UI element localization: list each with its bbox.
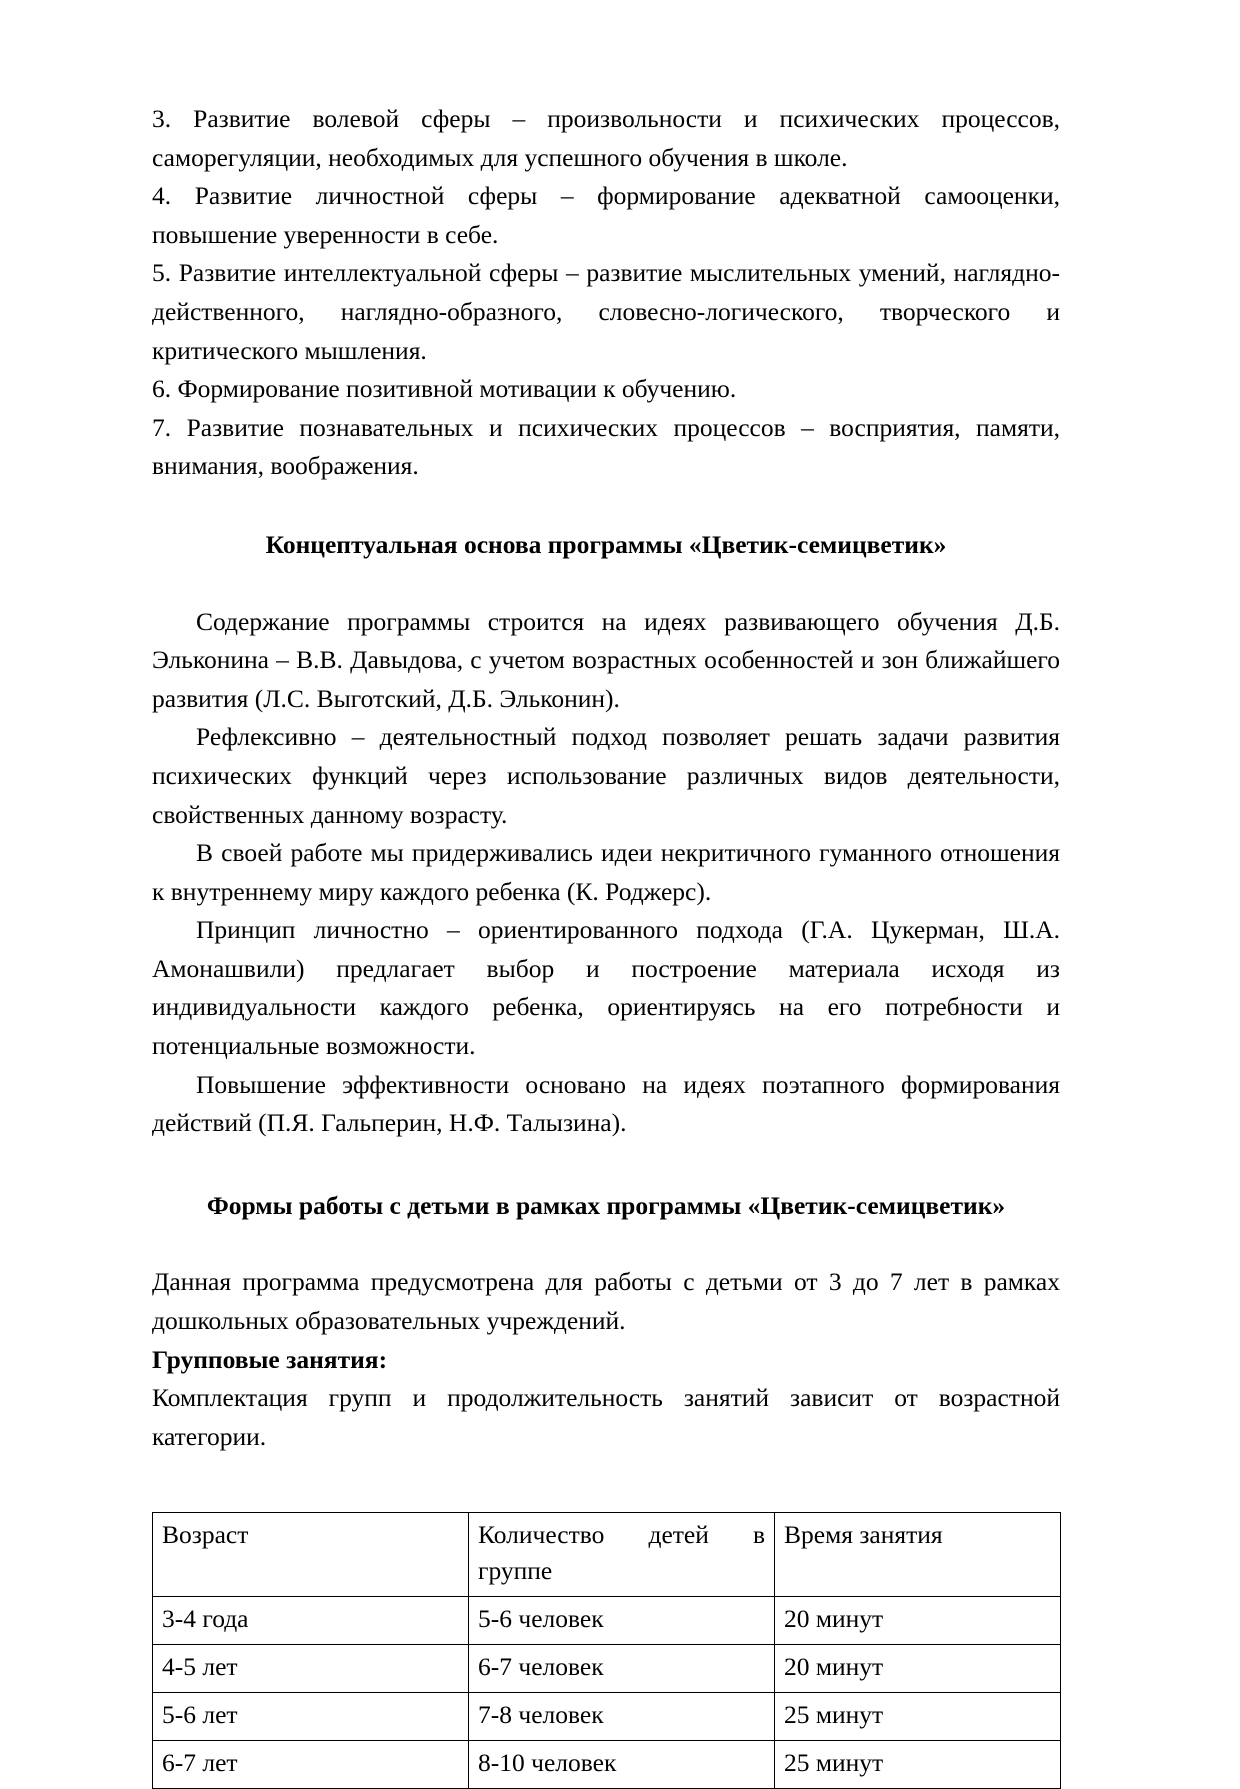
table-row <box>153 1741 1061 1789</box>
cell-time: 25 минут <box>775 1693 1061 1741</box>
cell-age: 4-5 лет <box>153 1645 469 1693</box>
cell-count: 5-6 человек <box>469 1597 775 1645</box>
objective-item-7: 7. Развитие познавательных и психических процессов – восприятия, памяти, внимания, воображения. <box>152 412 1060 481</box>
table-row <box>153 1645 1061 1693</box>
cell-age: 6-7 лет <box>153 1741 469 1789</box>
spacer-after-forms-heading <box>152 1225 1060 1263</box>
table-row <box>153 1693 1061 1741</box>
cell-count: 8-10 человек <box>469 1741 775 1789</box>
concept-paragraph-5: Повышение эффективности основано на идеях поэтапного формирования действий (П.Я. Гальперин, Н.Ф. Талызина). <box>152 1069 1060 1138</box>
cell-count: 6-7 человек <box>469 1645 775 1693</box>
table-head <box>153 1513 1061 1597</box>
table-header-lesson-time: Время занятия <box>775 1513 1061 1597</box>
spacer-before-forms-heading <box>152 1143 1060 1187</box>
cell-time: 20 минут <box>775 1645 1061 1693</box>
age-groups-table <box>152 1512 1061 1789</box>
forms-section <box>152 1263 1060 1456</box>
concept-paragraph-4: Принцип личностно – ориентированного подхода (Г.А. Цукерман, Ш.А. Амонашвили) предлагает выбор и построение материала исходя из индивидуальности каждого ребенка, ориентируясь на его потребности и потенциальные возможности. <box>152 915 1060 1061</box>
cell-age: 3-4 года <box>153 1597 469 1645</box>
forms-intro-paragraph: Данная программа предусмотрена для работы с детьми от 3 до 7 лет в рамках дошкольных образовательных учреждений. <box>152 1267 1060 1336</box>
objectives-list <box>152 100 1060 486</box>
table-header-row <box>153 1513 1061 1597</box>
objective-item-6: 6. Формирование позитивной мотивации к обучению. <box>152 374 737 404</box>
concept-paragraph-3: В своей работе мы придерживались идеи некритичного гуманного отношения к внутреннему миру каждого ребенка (К. Роджерс). <box>152 838 1060 906</box>
spacer-before-concept-heading <box>152 486 1060 526</box>
objective-item-5: 5. Развитие интеллектуальной сферы – развитие мыслительных умений, наглядно-действенного, наглядно-образного, словесно-логического, творческого и критического мышления. <box>152 258 1060 365</box>
group-lessons-label: Групповые занятия: <box>152 1344 388 1374</box>
table-header-children-count-line2: группе <box>478 1556 553 1586</box>
document-body <box>152 100 1060 1789</box>
spacer-after-concept-heading <box>152 565 1060 603</box>
table-header-children-count-line1: Количество детей в <box>478 1520 765 1550</box>
table-row <box>153 1597 1061 1645</box>
concept-paragraph-1: Содержание программы строится на идеях развивающего обучения Д.Б. Эльконина – В.В. Давыдова, с учетом возрастных особенностей и зон ближайшего развития (Л.С. Выготский, Д.Б. Эльконин). <box>152 606 1060 713</box>
heading-forms-of-work: Формы работы с детьми в рамках программы «Цветик-семицветик» <box>206 1190 1006 1220</box>
group-lessons-paragraph: Комплектация групп и продолжительность занятий зависит от возрастной категории. <box>152 1383 1060 1451</box>
table-header-children-count <box>469 1513 775 1597</box>
table-body <box>153 1597 1061 1789</box>
table-header-age: Возраст <box>153 1513 469 1597</box>
spacer-before-table <box>152 1456 1060 1512</box>
cell-time: 20 минут <box>775 1597 1061 1645</box>
heading-conceptual-basis: Концептуальная основа программы «Цветик-семицветик» <box>265 529 947 559</box>
concept-paragraph-2: Рефлексивно – деятельностный подход позволяет решать задачи развития психических функций через использование различных видов деятельности, свойственных данному возрасту. <box>152 722 1060 829</box>
cell-count: 7-8 человек <box>469 1693 775 1741</box>
objective-item-3: 3. Развитие волевой сферы – произвольности и психических процессов, саморегуляции, необходимых для успешного обучения в школе. <box>152 104 1060 172</box>
objective-item-4: 4. Развитие личностной сферы – формирование адекватной самооценки, повышение уверенности в себе. <box>152 181 1060 249</box>
concept-paragraphs <box>152 603 1060 1143</box>
cell-time: 25 минут <box>775 1741 1061 1789</box>
cell-age: 5-6 лет <box>153 1693 469 1741</box>
